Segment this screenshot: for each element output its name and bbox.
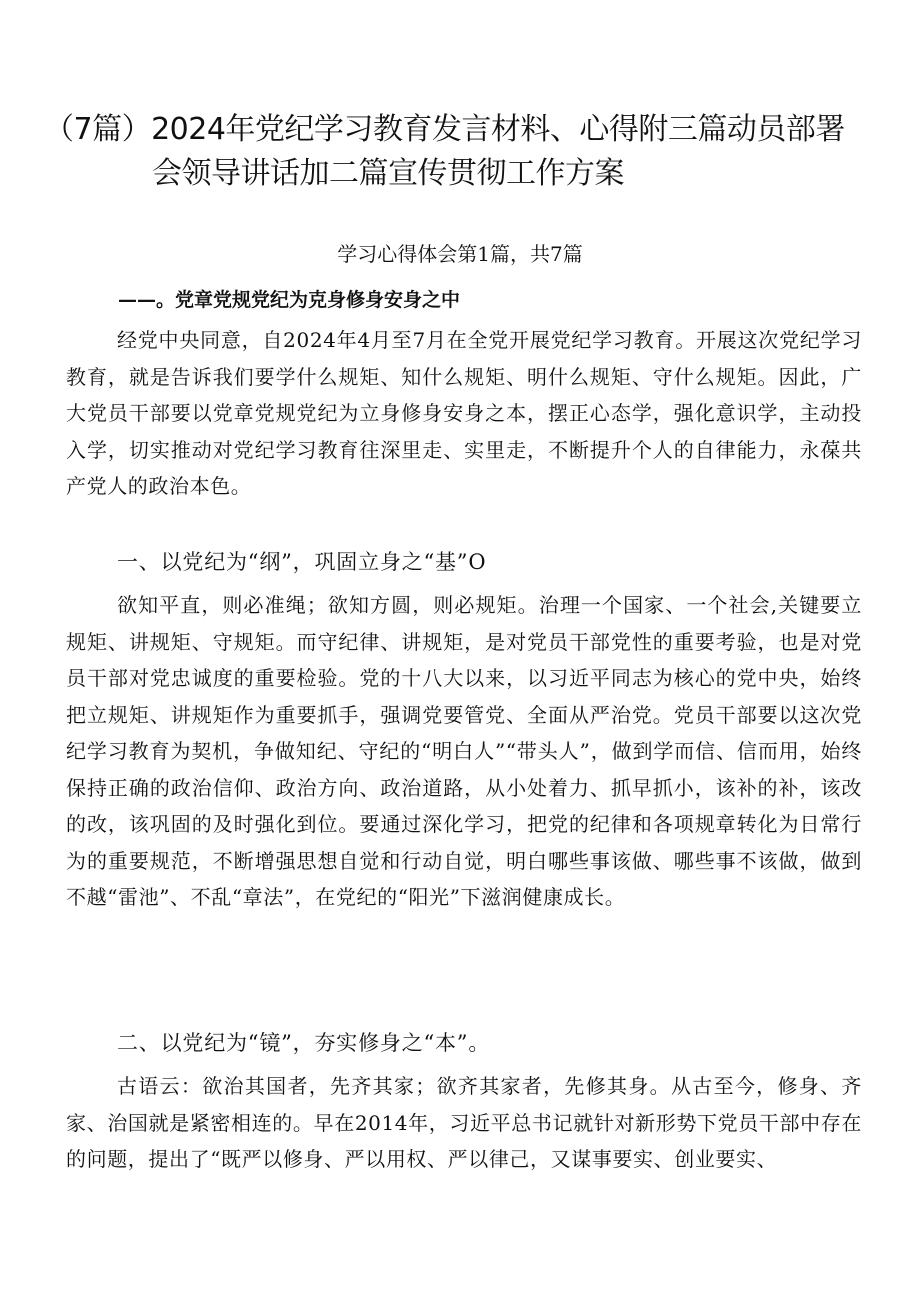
section-heading: 学习心得体会第1篇，共7篇 [337,242,583,266]
paragraph-intro: 经党中央同意，自2024年4月至7月在全党开展党纪学习教育。开展这次党纪学习教育，就是告诉我们要学什么规矩、知什么规矩、明什么规矩、守什么规矩。因此，广大党员干部要以党章党规党纪为立身修身安身之本，摆正心态学，强化意识学，主动投入学，切实推动对党纪学习教育往深里走、实里走，不断提升个人的自律能力，永葆共产党人的政治本色。 [66,328,862,498]
article-subtitle: ——。党章党规党纪为克身修身安身之中 [118,289,461,311]
document-title [44,108,884,196]
paragraph-part-one: 欲知平直，则必准绳；欲知方圆，则必规矩。治理一个国家、一个社会,关键要立规矩、讲规矩、守规矩。而守纪律、讲规矩，是对党员干部党性的重要考验，也是对党员干部对党忠诚度的重要检验。党的十八大以来，以习近平同志为核心的党中央，始终把立规矩、讲规矩作为重要抓手，强调党要管党、全面从严治党。党员干部要以这次党纪学习教育为契机，争做知纪、守纪的“明白人”“带头人”，做到学而信、信而用，始终保持正确的政治信仰、政治方向、政治道路，从小处着力、抓早抓小，该补的补，该改的改，该巩固的及时强化到位。要通过深化学习，把党的纪律和各项规章转化为日常行为的重要规范，不断增强思想自觉和行动自觉，明白哪些事该做、哪些事不该做，做到不越“雷池”、不乱“章法”，在党纪的“阳光”下滋润健康成长。 [66,593,862,909]
heading-part-one: 一、以党纪为“纲”，巩固立身之“基”O [117,550,487,574]
document-title-line-1: （7篇）2024年党纪学习教育发言材料、心得附三篇动员部署 [44,112,845,148]
document-title-line-2: 会领导讲话加二篇宣传贯彻工作方案 [152,156,624,192]
paragraph-part-two: 古语云：欲治其国者，先齐其家；欲齐其家者，先修其身。从古至今，修身、齐家、治国就是紧密相连的。早在2014年，习近平总书记就针对新形势下党员干部中存在的问题，提出了“既严以修身、严以用权、严以律己，又谋事要实、创业要实、 [66,1074,862,1171]
heading-part-two: 二、以党纪为“镜”，夯实修身之“本”。 [117,1031,491,1055]
